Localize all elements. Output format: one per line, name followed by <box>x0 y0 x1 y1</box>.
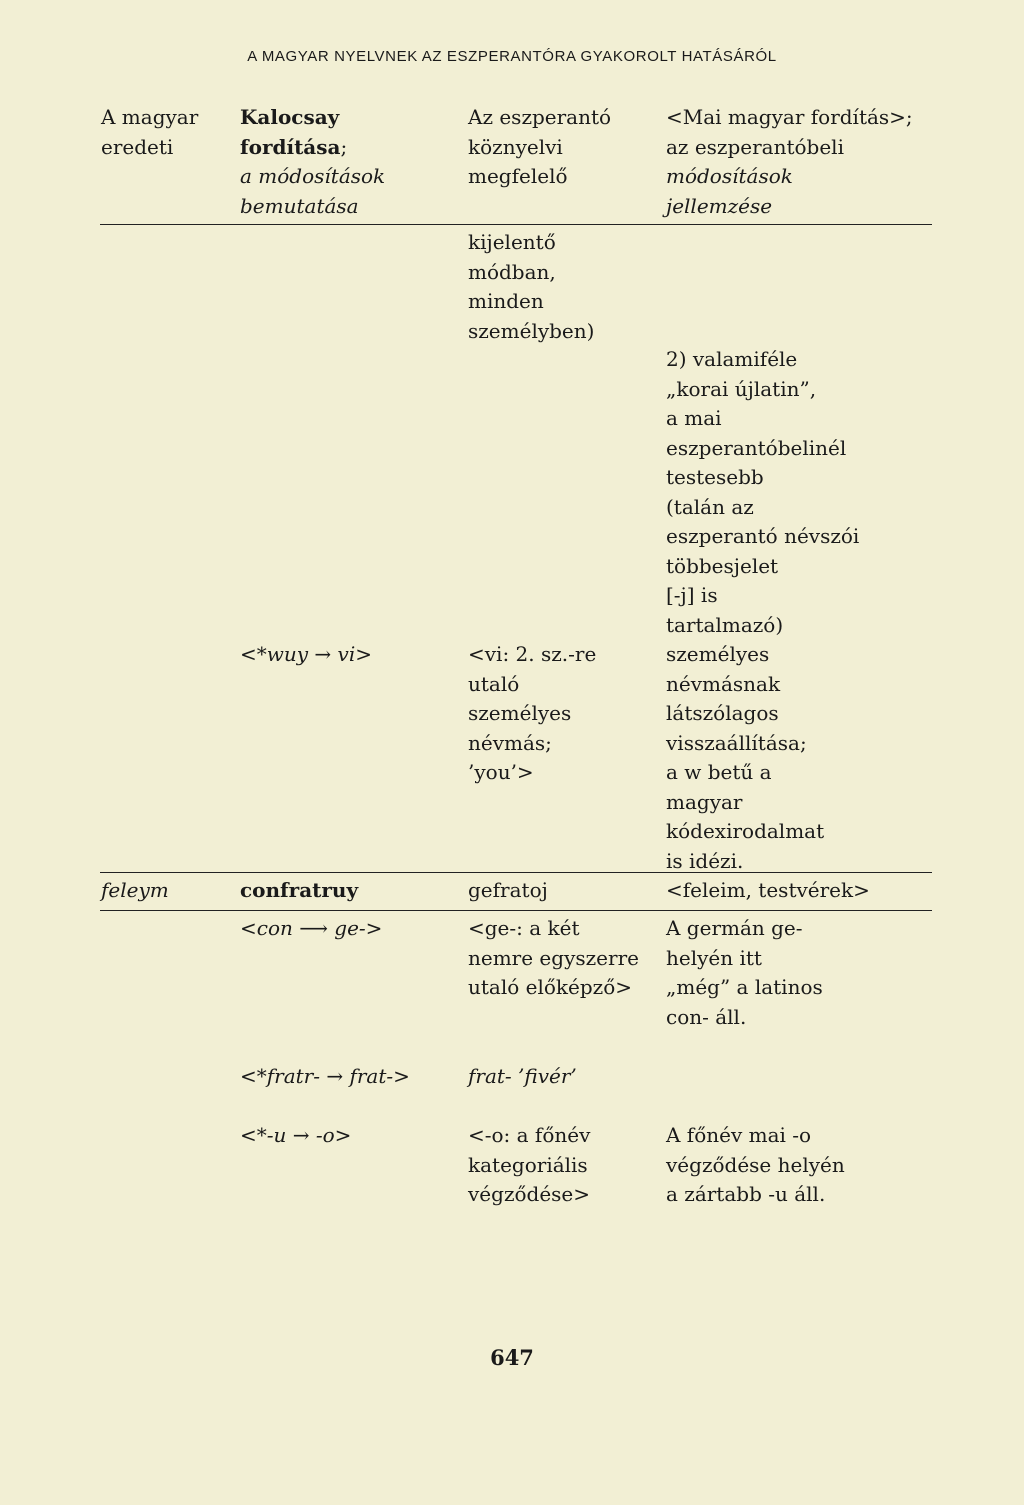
block2-frat-gloss: frat- ’fivér’ <box>468 1064 577 1088</box>
row-feleym-kalocsay: confratruy <box>240 878 359 902</box>
header-col-esperanto: Az eszperantó köznyelvi megfelelő <box>468 105 612 188</box>
row-rule-bottom <box>100 910 932 911</box>
header-col-original: A magyar eredeti <box>101 105 199 159</box>
block1-kalocsay-wuy: <*wuy → vi> <box>240 642 372 666</box>
header-modern-sub: módosítások jellemzése <box>666 164 793 218</box>
header-kalocsay-title: Kalocsay fordítása <box>240 105 341 159</box>
row-feleym-esperanto: gefratoj <box>468 878 548 902</box>
running-head: A MAGYAR NYELVNEK AZ ESZPERANTÓRA GYAKOROLT HATÁSÁRÓL <box>247 48 777 65</box>
row-feleym-modern: <feleim, testvérek> <box>666 878 870 902</box>
block1-modern-note: 2) valamiféle „korai újlatin”, a mai eszperantóbelinél testesebb (talán az eszperantó névszói többesjelet [-j] is tartalmazó) személyes névmásnak látszólagos visszaállítása; a w betű a magyar kódexirodalmat is idézi. <box>666 347 860 873</box>
header-col-modern <box>666 103 956 221</box>
row-feleym-original: feleym <box>101 878 169 902</box>
block2-german-ge-note: A germán ge- helyén itt „még” a latinos con- áll. <box>666 916 823 1029</box>
block2-fratr-frat: <*fratr- → frat-> <box>240 1064 410 1088</box>
block1-esperanto-continued: kijelentő módban, minden személyben) <box>468 230 595 343</box>
row-rule-top <box>100 872 932 873</box>
header-rule <box>100 224 932 225</box>
block1-esperanto-vi: <vi: 2. sz.-re utaló személyes névmás; ’you’> <box>468 642 597 784</box>
header-modern-title: <Mai magyar fordítás>; az eszperantóbeli <box>666 105 913 159</box>
header-kalocsay-sub: a módosítások bemutatása <box>240 164 386 218</box>
page-number: 647 <box>490 1345 534 1370</box>
block2-o-note: <-o: a főnév kategoriális végződése> <box>468 1123 591 1206</box>
header-col-kalocsay <box>240 103 460 221</box>
block2-ge-note: <ge-: a két nemre egyszerre utaló előképző> <box>468 916 639 999</box>
block2-con-ge: <con ⟶ ge-> <box>240 916 383 940</box>
block2-noun-ending-note: A főnév mai -o végződése helyén a zártabb -u áll. <box>666 1123 845 1206</box>
block2-u-o: <*-u → -o> <box>240 1123 352 1147</box>
header-kalocsay-sep: ; <box>340 134 348 159</box>
